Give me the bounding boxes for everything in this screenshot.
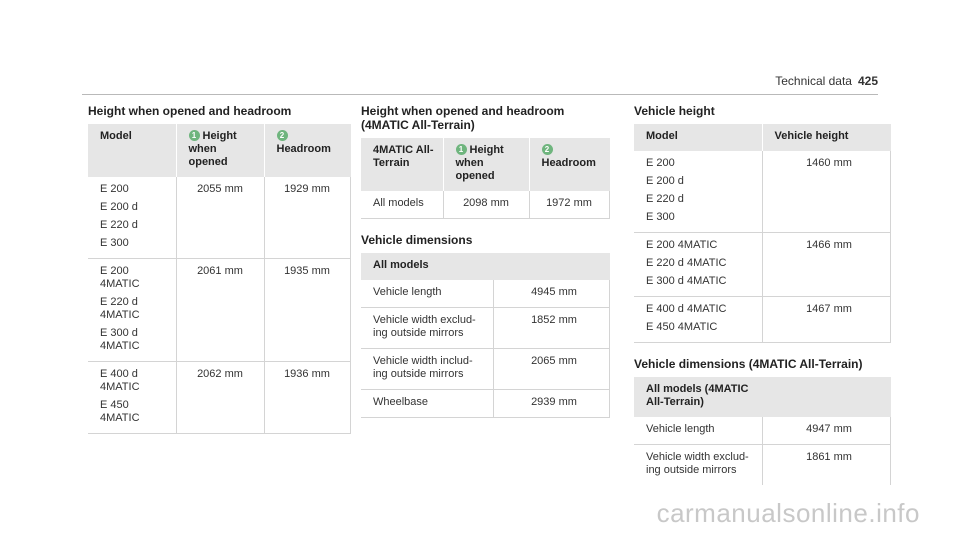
col-height: 1 Height when opened: [443, 138, 529, 191]
table-row: [361, 308, 609, 349]
dimension-label: Vehicle width exclud-ing outside mirrors: [646, 451, 749, 476]
height-4matic-table: [361, 138, 610, 219]
col-height: 1 Height when opened: [176, 124, 264, 177]
dimension-label: Vehicle length: [361, 280, 493, 308]
table-row: [88, 259, 350, 362]
dimensions-table: [361, 253, 610, 418]
height-4matic-title: Height when opened and headroom (4MATIC All-Terrain): [361, 104, 565, 132]
height-cell: 2098 mm: [443, 191, 529, 219]
section-name: Technical data: [775, 74, 852, 88]
table-row: [88, 362, 350, 434]
model-cell: E 400 d 4MATIC E 450 4MATIC: [634, 297, 762, 343]
height-cell: 1466 mm: [762, 233, 890, 297]
table-row: [634, 297, 890, 343]
dimension-value: 1852 mm: [493, 308, 609, 349]
height-title: Height when opened and headroom: [88, 104, 292, 118]
vehicle-height-table: [634, 124, 891, 343]
callout-2-icon: 2: [542, 144, 553, 155]
headroom-cell: 1929 mm: [264, 177, 350, 259]
header-rule: [82, 94, 878, 95]
dimensions-4matic-table: [634, 377, 891, 485]
dimensions-header: All models: [361, 253, 609, 280]
dimension-value: 2939 mm: [493, 390, 609, 418]
dimension-value: 4947 mm: [762, 417, 890, 445]
headroom-cell: 1935 mm: [264, 259, 350, 362]
table-row: [634, 417, 890, 445]
height-cell: 1460 mm: [762, 151, 890, 233]
callout-1-icon: 1: [456, 144, 467, 155]
page-number: 425: [857, 74, 878, 88]
model-cell: E 200 E 200 d E 220 d E 300: [634, 151, 762, 233]
height-cell: 2055 mm: [176, 177, 264, 259]
col-model: Model: [88, 124, 176, 177]
col-headroom: 2Headroom: [529, 138, 609, 191]
headroom-cell: 1972 mm: [529, 191, 609, 219]
table-row: [88, 177, 350, 259]
col-model: 4MATIC All-Terrain: [361, 138, 443, 191]
table-row: [361, 349, 609, 390]
model-cell: E 200 4MATIC E 220 d 4MATIC E 300 d 4MATIC: [634, 233, 762, 297]
dimensions-4matic-title: Vehicle dimensions (4MATIC All-Terrain): [634, 357, 863, 371]
table-row: [634, 151, 890, 233]
vehicle-height-section: [634, 104, 890, 485]
vehicle-height-title: Vehicle height: [634, 104, 715, 118]
table-row: [361, 390, 609, 418]
col-vehicle-height: Vehicle height: [762, 124, 890, 151]
callout-2-icon: 2: [277, 130, 288, 141]
model-cell: E 200 E 200 d E 220 d E 300: [88, 177, 176, 259]
dimension-label: Vehicle length: [634, 417, 762, 445]
table-row: [634, 233, 890, 297]
dimension-value: 1861 mm: [762, 445, 890, 486]
table-row: [361, 280, 609, 308]
dimension-value: 2065 mm: [493, 349, 609, 390]
dimension-label: Vehicle width includ-ing outside mirrors: [361, 349, 493, 390]
dimension-label: Wheelbase: [361, 390, 493, 418]
table-row: [634, 445, 890, 486]
table-row: [361, 191, 609, 219]
height-4matic-section: [361, 104, 609, 418]
dimension-label: Vehicle width exclud-ing outside mirrors: [361, 308, 493, 349]
headroom-cell: 1936 mm: [264, 362, 350, 434]
col-model: Model: [634, 124, 762, 151]
model-cell: E 400 d 4MATIC E 450 4MATIC: [88, 362, 176, 434]
model-cell: E 200 4MATIC E 220 d 4MATIC E 300 d 4MATIC: [88, 259, 176, 362]
col-headroom: 2Headroom: [264, 124, 350, 177]
height-cell: 2062 mm: [176, 362, 264, 434]
height-section: [88, 104, 350, 434]
dimensions-title: Vehicle dimensions: [361, 233, 473, 247]
callout-1-icon: 1: [189, 130, 200, 141]
dimension-value: 4945 mm: [493, 280, 609, 308]
model-cell: All models: [361, 191, 443, 219]
running-head: [775, 74, 878, 88]
height-cell: 2061 mm: [176, 259, 264, 362]
dimensions-4matic-header: All models (4MATIC All-Terrain): [634, 377, 890, 417]
watermark: carmanualsonline.info: [656, 498, 920, 528]
height-cell: 1467 mm: [762, 297, 890, 343]
height-table: [88, 124, 351, 434]
